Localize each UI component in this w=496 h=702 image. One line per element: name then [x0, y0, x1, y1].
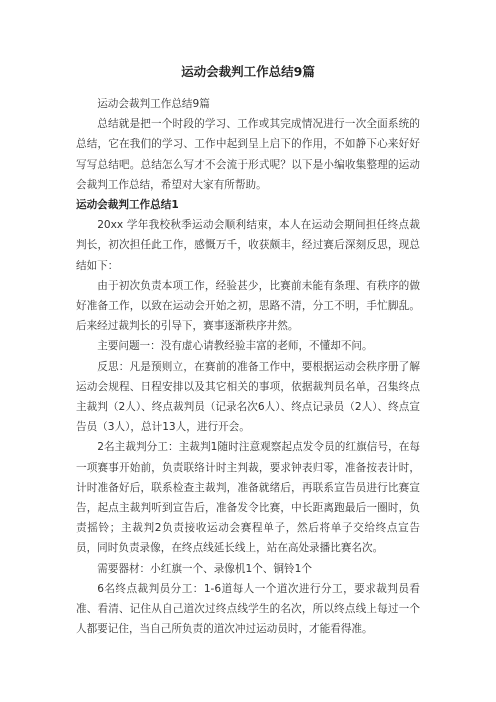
body-paragraph: 20xx 学年我校秋季运动会顺利结束，本人在运动会期间担任终点裁判长，初次担任此工作，感慨万千，收获颇丰，经过赛后深刻反思，现总结如下：	[76, 219, 420, 272]
body-paragraph: 需要器材：小红旗一个、录像机1个、铜铃1个	[97, 562, 312, 575]
document-title: 运动会裁判工作总结9篇	[181, 64, 315, 79]
document-body	[76, 94, 420, 639]
body-paragraph: 反思：凡是预则立，在赛前的准备工作中，要根据运动会秩序册了解运动会规程、日程安排以及其它相关的事项，依据裁判员名单，召集终点主裁判（2人）、终点裁判员（记录名次6人）、终点记录员（2人）、终点宣告员（3人），总计13人，进行开会。	[76, 360, 420, 434]
body-paragraph: 主要问题一：没有虚心请教经验丰富的老师，不懂却不问。	[97, 340, 373, 353]
section-heading: 运动会裁判工作总结1	[76, 199, 179, 212]
body-paragraph: 6名终点裁判员分工：1-6道每人一个道次进行分工，要求裁判员看准、看清、记住从自己道次过终点线学生的名次，所以终点线上每过一个人都要记住，当自己所负责的道次冲过运动员时，才能看得准。	[76, 582, 420, 636]
body-paragraph: 2名主裁判分工：主裁判1随时注意观察起点发令员的红旗信号，在每一项赛事开始前，负责联络计时主判裁，要求钟表归零，准备按表计时，计时准备好后，联系检查主裁判，准备就绪后，再联系宣告员进行比赛宣告，起点主裁判听到宣告后，准备发令比赛，中长距离跑最后一圈时，负责摇铃；主裁判2负责接收运动会赛程单子，然后将单子交给终点宣告员，同时负责录像，在终点线延长线上，站在高处录播比赛名次。	[76, 441, 420, 555]
body-paragraph: 总结就是把一个时段的学习、工作或其完成情况进行一次全面系统的总结，它在我们的学习、工作中起到呈上启下的作用，不如静下心来好好写写总结吧。总结怎么写才不会流于形式呢？以下是小编收集整理的运动会裁判工作总结，希望对大家有所帮助。	[76, 118, 420, 191]
body-paragraph: 运动会裁判工作总结9篇	[97, 98, 210, 110]
body-paragraph: 由于初次负责本项工作，经验甚少，比赛前未能有条理、有秩序的做好准备工作，以致在运动会开始之初，思路不清，分工不明，手忙脚乱。后来经过裁判长的引导下，赛事逐渐秩序井然。	[76, 279, 420, 333]
